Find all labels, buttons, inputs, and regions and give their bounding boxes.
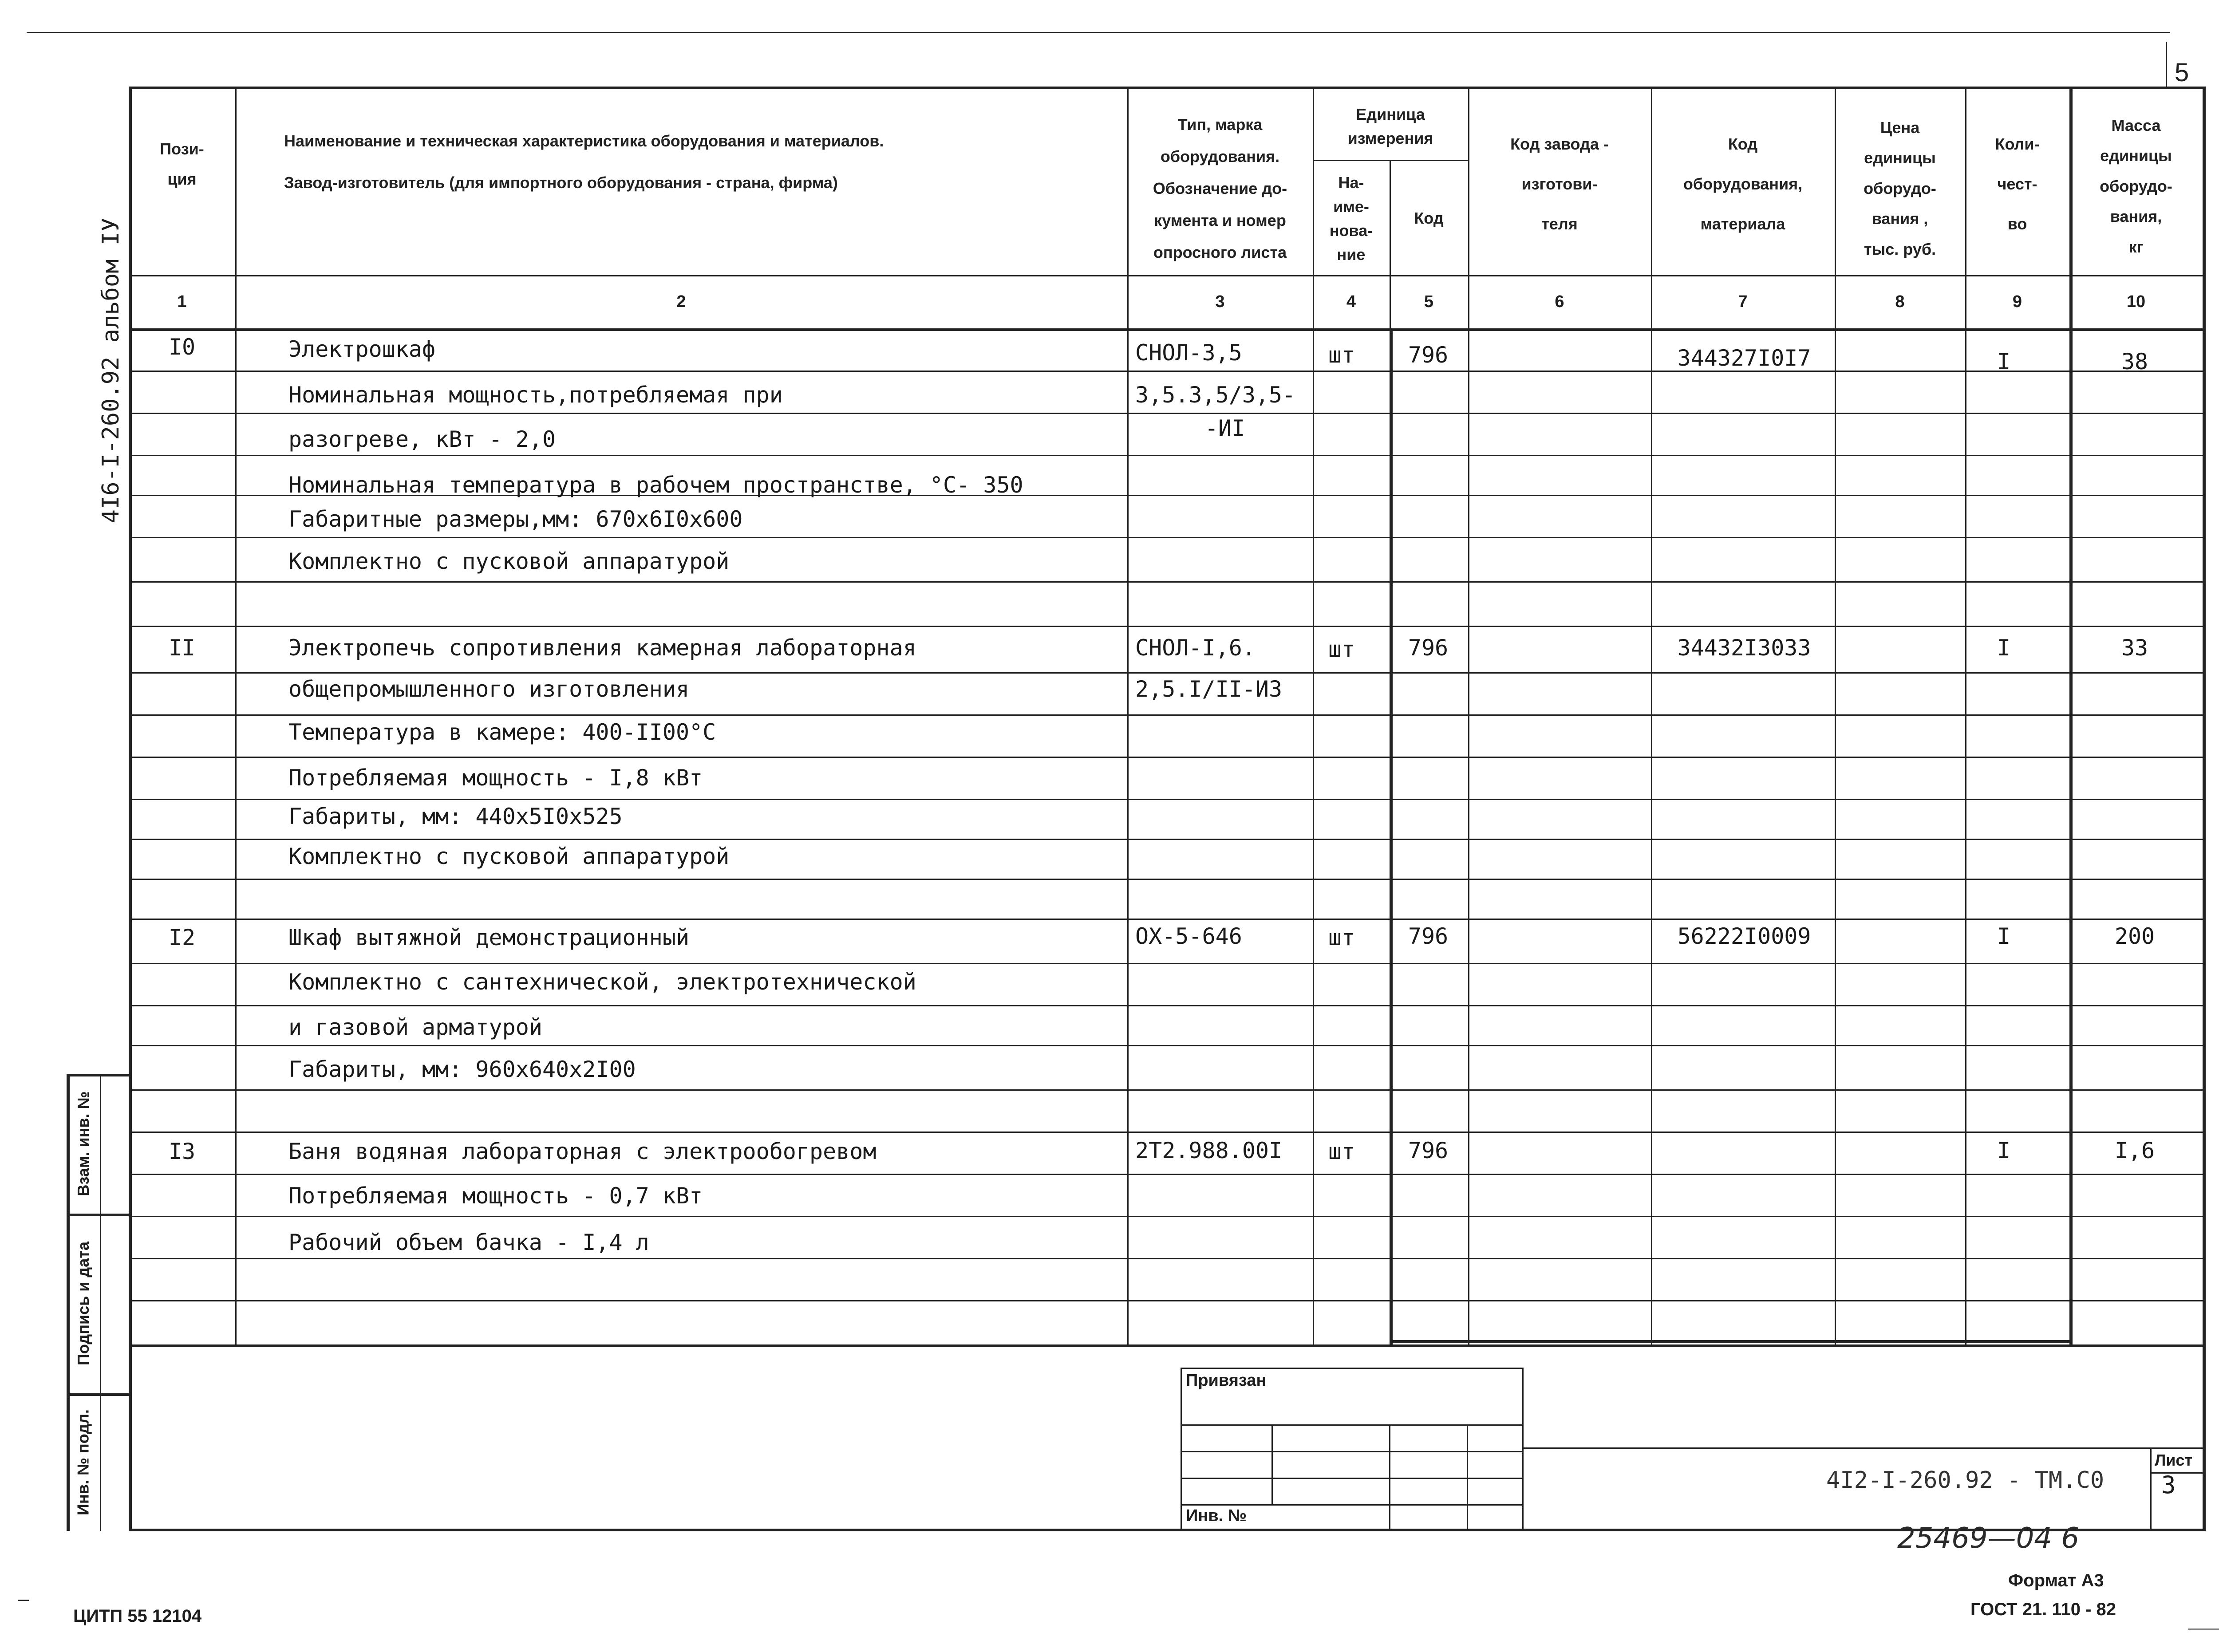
row-unit-code: 796 bbox=[1408, 923, 1449, 949]
column-number: 9 bbox=[2012, 292, 2022, 311]
footer-mark bbox=[18, 1600, 29, 1601]
column-number: 2 bbox=[676, 292, 686, 311]
row-name: общепромышленного изготовления bbox=[288, 676, 690, 702]
row-name: Шкаф вытяжной демонстрационный bbox=[288, 925, 690, 950]
row-equip-code: 34432I3033 bbox=[1677, 635, 1811, 661]
row-type: 2Т2.988.00I bbox=[1135, 1138, 1283, 1163]
column-number: 4 bbox=[1346, 292, 1356, 311]
row-name: Комплектно с сантехнической, электротехнической bbox=[288, 969, 916, 995]
row-mass: 200 bbox=[2114, 923, 2155, 949]
row-mass: 38 bbox=[2121, 349, 2148, 375]
column-number: 1 bbox=[177, 292, 187, 311]
row-position: I2 bbox=[168, 925, 196, 950]
stamp-sheet-label: Лист bbox=[2155, 1451, 2193, 1469]
header-price: Цена единицы оборудо- вания , тыс. руб. bbox=[1864, 118, 1936, 258]
row-name: Комплектно с пусковой аппаратурой bbox=[288, 844, 730, 869]
footer-citp: ЦИТП 55 12104 bbox=[73, 1606, 202, 1626]
header-unit-group: Единица измерения bbox=[1347, 105, 1433, 147]
row-type: 2,5.I/II-ИЗ bbox=[1135, 676, 1283, 702]
row-position: I3 bbox=[168, 1139, 196, 1164]
header-unit-code: Код bbox=[1414, 209, 1444, 228]
row-type: -ИI bbox=[1204, 415, 1245, 441]
row-name: Габариты, мм: 440х5I0х525 bbox=[288, 804, 623, 829]
header-plant-code: Код завода - изготови- теля bbox=[1510, 135, 1609, 233]
row-unit: шт bbox=[1328, 342, 1355, 368]
row-name: Номинальная температура в рабочем пространстве, °С- 350 bbox=[288, 472, 1023, 498]
row-name: Габаритные размеры,мм: 670х6I0х600 bbox=[288, 506, 743, 532]
row-equip-code: 344327I0I7 bbox=[1677, 345, 1811, 371]
column-number: 5 bbox=[1424, 292, 1434, 311]
header-type: Тип, марка оборудования. Обозначение до- кумента и номер опросного листа bbox=[1153, 115, 1287, 261]
row-unit-code: 796 bbox=[1408, 635, 1449, 661]
row-unit: шт bbox=[1328, 1139, 1355, 1164]
side-label-vzam: Взам. инв. № bbox=[74, 1091, 92, 1196]
footer-rule bbox=[2188, 1628, 2219, 1630]
row-name: и газовой арматурой bbox=[288, 1014, 542, 1040]
column-number: 8 bbox=[1895, 292, 1905, 311]
stamp-privyazan: Привязан bbox=[1186, 1371, 1267, 1390]
row-name: Комплектно с пусковой аппаратурой bbox=[288, 548, 730, 574]
row-name: Габариты, мм: 960х640х2I00 bbox=[288, 1057, 636, 1082]
stamp-sheet-number: 3 bbox=[2161, 1471, 2176, 1499]
row-name: Температура в камере: 400-II00°С bbox=[288, 719, 716, 745]
stamp-inv-no: Инв. № bbox=[1186, 1506, 1247, 1525]
row-quantity: I bbox=[1997, 635, 2011, 661]
header-equip-code: Код оборудования, материала bbox=[1683, 135, 1803, 233]
row-name: Потребляемая мощность - 0,7 кВт bbox=[288, 1183, 703, 1209]
row-quantity: I bbox=[1997, 923, 2011, 949]
page-number-box-left bbox=[2166, 42, 2167, 89]
page-number: 5 bbox=[2175, 58, 2189, 87]
column-number: 6 bbox=[1555, 292, 1564, 311]
column-number: 10 bbox=[2126, 292, 2146, 311]
row-name: Баня водяная лабораторная с электрообогревом bbox=[288, 1139, 877, 1164]
row-mass: 33 bbox=[2121, 635, 2148, 661]
side-label-inv-podl: Инв. № подл. bbox=[74, 1409, 92, 1515]
row-name: разогреве, кВт - 2,0 bbox=[288, 426, 556, 452]
row-unit: шт bbox=[1328, 925, 1355, 950]
header-name: Наименование и техническая характеристика оборудования и материалов. Завод-изготовитель (для импортного оборудования - страна, фирма) bbox=[284, 132, 884, 192]
row-position: I0 bbox=[168, 334, 196, 360]
stamp-designation: 4I2-I-260.92 - ТМ.С0 bbox=[1826, 1467, 2104, 1494]
header-mass: Масса единицы оборудо- вания, кг bbox=[2100, 116, 2172, 256]
row-name: Потребляемая мощность - I,8 кВт bbox=[288, 765, 703, 791]
row-quantity: I bbox=[1997, 349, 2011, 375]
row-type: СНОЛ-3,5 bbox=[1135, 340, 1242, 366]
row-position: II bbox=[168, 635, 196, 661]
row-name: Рабочий объем бачка - I,4 л bbox=[288, 1230, 649, 1255]
row-equip-code: 56222I0009 bbox=[1677, 923, 1811, 949]
row-type: ОХ-5-646 bbox=[1135, 923, 1242, 949]
side-label-podpis: Подпись и дата bbox=[74, 1242, 92, 1365]
row-type: 3,5.3,5/3,5- bbox=[1135, 382, 1296, 408]
row-mass: I,6 bbox=[2114, 1138, 2155, 1163]
row-type: СНОЛ-I,6. bbox=[1135, 635, 1256, 661]
row-unit: шт bbox=[1328, 636, 1355, 662]
footer-gost: ГОСТ 21. 110 - 82 bbox=[1970, 1600, 2116, 1619]
handwritten-number: 25469—04 6 bbox=[1897, 1522, 2080, 1555]
header-unit-name: На- име- нова- ние bbox=[1329, 173, 1373, 264]
footer-format: Формат А3 bbox=[2008, 1571, 2104, 1590]
album-label: 4I6-I-260.92 альбом IУ bbox=[98, 217, 124, 524]
row-quantity: I bbox=[1997, 1138, 2011, 1163]
top-rule bbox=[27, 32, 2170, 33]
row-unit-code: 796 bbox=[1408, 342, 1449, 368]
row-name: Номинальная мощность,потребляемая при bbox=[288, 382, 783, 408]
row-unit-code: 796 bbox=[1408, 1138, 1449, 1163]
row-name: Электропечь сопротивления камерная лабораторная bbox=[288, 635, 916, 661]
header-position: Пози- ция bbox=[160, 139, 204, 188]
column-number: 3 bbox=[1215, 292, 1225, 311]
row-name: Электрошкаф bbox=[288, 336, 436, 362]
header-quantity: Коли- чест- во bbox=[1995, 135, 2040, 233]
column-number: 7 bbox=[1738, 292, 1748, 311]
